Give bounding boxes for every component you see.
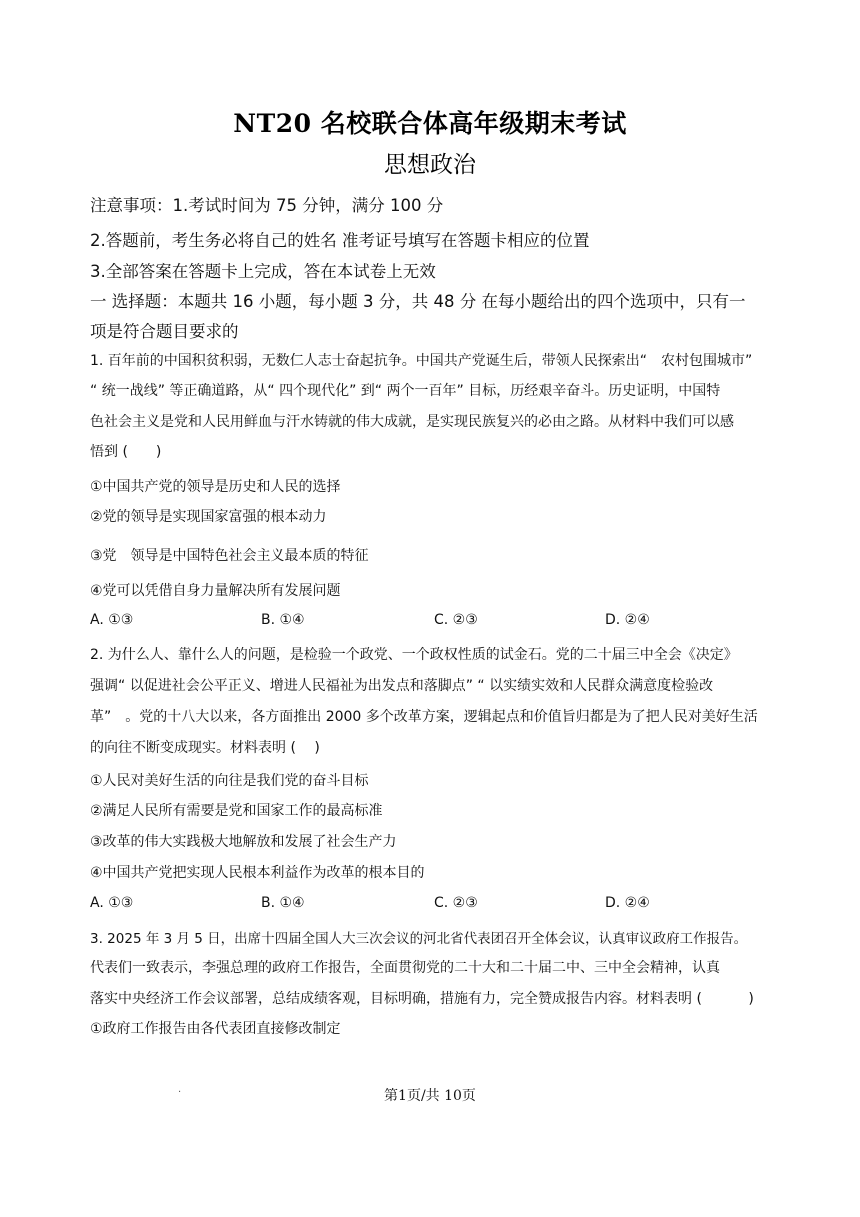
q2-option-b[interactable]: B. ①④ <box>261 895 305 911</box>
q3-stem-line-2: 代表们一致表示，李强总理的政府工作报告，全面贯彻党的二十大和二十届二中、三中全会精神，认真 <box>90 960 720 976</box>
q2-item-4: ④中国共产党把实现人民根本利益作为改革的根本目的 <box>90 865 425 881</box>
q1-item-2: ②党的领导是实现国家富强的根本动力 <box>90 509 327 525</box>
note-3: 3.全部答案在答题卡上完成，答在本试卷上无效 <box>90 262 436 281</box>
q1-option-c[interactable]: C. ②③ <box>434 612 478 628</box>
q3-item-1: ①政府工作报告由各代表团直接修改制定 <box>90 1021 341 1037</box>
q2-option-a[interactable]: A. ①③ <box>90 895 134 911</box>
q2-stem-line-4: 的向往不断变成现实。材料表明 ( ) <box>90 740 320 756</box>
q2-item-1: ①人民对美好生活的向往是我们党的奋斗目标 <box>90 773 369 789</box>
q1-stem-line-4: 悟到 ( ) <box>90 444 162 460</box>
page-number: 第1页/共 10页 <box>384 1088 476 1104</box>
q1-stem-line-1: 1. 百年前的中国积贫积弱，无数仁人志士奋起抗争。中国共产党诞生后，带领人民探索出“ 农村包围城市” <box>90 353 753 369</box>
q3-stem-line-1: 3. 2025 年 3 月 5 日，出席十四届全国人大三次会议的河北省代表团召开全体会议，认真审议政府工作报告。 <box>90 931 748 947</box>
note-1: 注意事项：1.考试时间为 75 分钟，满分 100 分 <box>90 196 444 215</box>
section-heading-line-2: 项是符合题目要求的 <box>90 322 239 341</box>
q1-item-3: ③党 领导是中国特色社会主义最本质的特征 <box>90 548 369 564</box>
subject-title: 思想政治 <box>384 152 476 178</box>
q2-option-c[interactable]: C. ②③ <box>434 895 478 911</box>
q2-stem-line-2: 强调“ 以促进社会公平正义、增进人民福祉为出发点和落脚点” “ 以实绩实效和人民群众满意度检验改 <box>90 678 714 694</box>
q1-option-d[interactable]: D. ②④ <box>605 612 650 628</box>
q2-stem-line-3: 革” 。党的十八大以来，各方面推出 2000 多个改革方案，逻辑起点和价值旨归都是为了把人民对美好生活 <box>90 709 758 725</box>
exam-title: NT20 名校联合体高年级期末考试 <box>233 109 627 138</box>
stray-dot: . <box>178 1084 182 1095</box>
q1-stem-line-3: 色社会主义是党和人民用鲜血与汗水铸就的伟大成就，是实现民族复兴的必由之路。从材料中我们可以感 <box>90 414 734 430</box>
note-2: 2.答题前，考生务必将自己的姓名 准考证号填写在答题卡相应的位置 <box>90 231 590 250</box>
q2-item-3: ③改革的伟大实践极大地解放和发展了社会生产力 <box>90 834 397 850</box>
q1-item-4: ④党可以凭借自身力量解决所有发展问题 <box>90 583 341 599</box>
q1-item-1: ①中国共产党的领导是历史和人民的选择 <box>90 479 341 495</box>
q2-item-2: ②满足人民所有需要是党和国家工作的最高标准 <box>90 803 383 819</box>
q1-stem-line-2: “ 统一战线” 等正确道路，从“ 四个现代化” 到“ 两个一百年” 目标，历经艰辛奋斗。历史证明，中国特 <box>90 383 721 399</box>
q2-stem-line-1: 2. 为什么人、靠什么人的问题，是检验一个政党、一个政权性质的试金石。党的二十届三中全会《决定》 <box>90 647 738 663</box>
section-heading-line-1: 一 选择题：本题共 16 小题，每小题 3 分，共 48 分 在每小题给出的四个选项中，只有一 <box>90 292 746 311</box>
q3-stem-line-3: 落实中央经济工作会议部署，总结成绩客观，目标明确，措施有力，完全赞成报告内容。材料表明 ( ) <box>90 991 754 1007</box>
q2-option-d[interactable]: D. ②④ <box>605 895 650 911</box>
q1-option-a[interactable]: A. ①③ <box>90 612 134 628</box>
q1-option-b[interactable]: B. ①④ <box>261 612 305 628</box>
